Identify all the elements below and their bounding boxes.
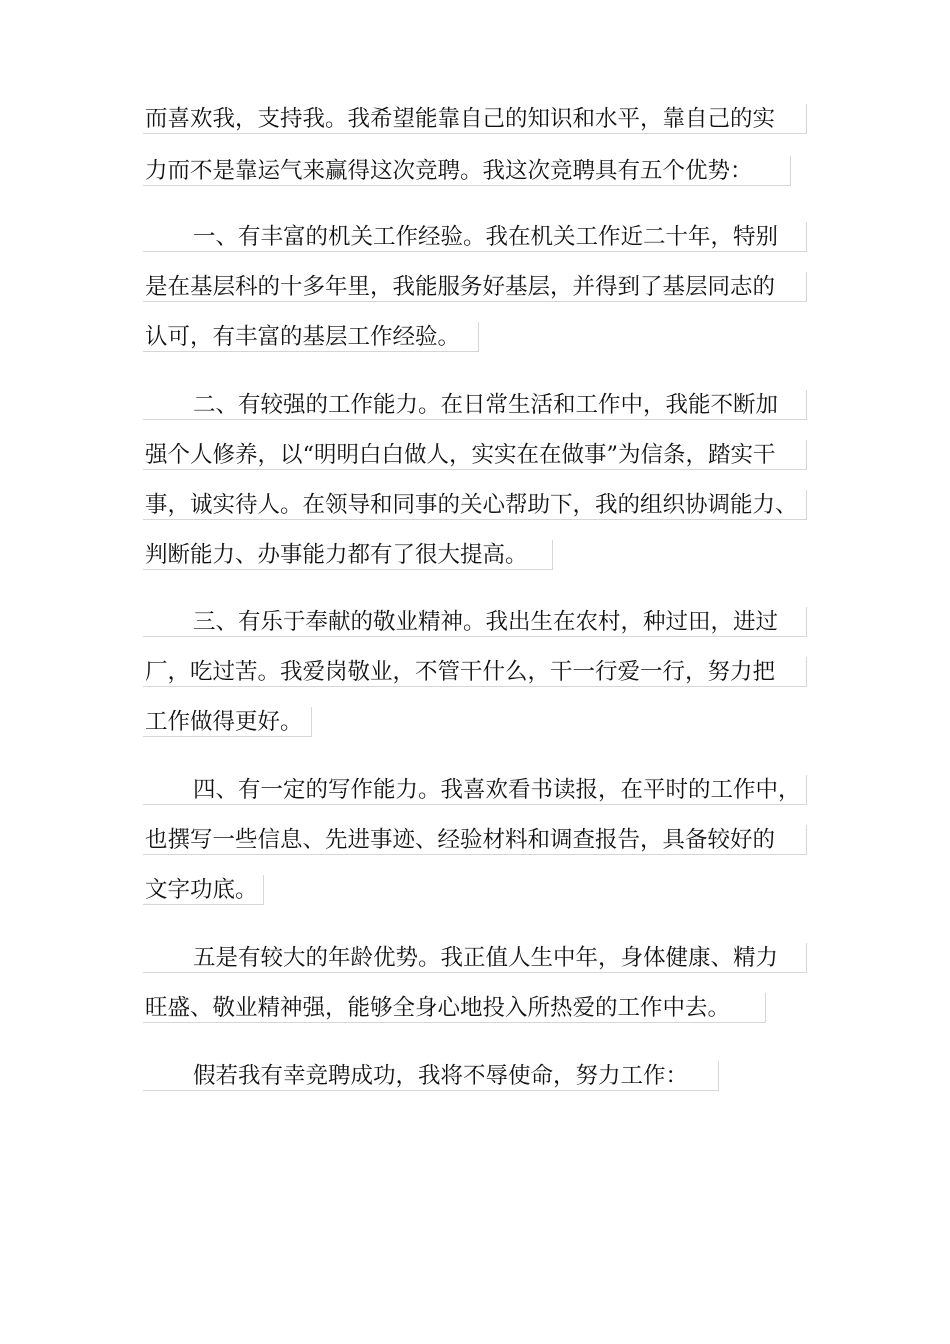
paragraph-first-line: 假若我有幸竞聘成功，我将不辱使命，努力工作： [143,1061,719,1091]
paragraph-first-line: 五是有较大的年龄优势。我正值人生中年，身体健康、精力 [143,943,807,973]
text-line: 判断能力、办事能力都有了很大提高。 [143,540,553,570]
text-line: 文字功底。 [143,875,264,905]
text-line: 强个人修养，以“明明白白做人，实实在在做事”为信条，踏实干 [143,440,807,470]
paragraph-first-line: 三、有乐于奉献的敬业精神。我出生在农村，种过田，进过 [143,607,807,637]
text-line: 力而不是靠运气来赢得这次竞聘。我这次竞聘具有五个优势： [143,156,791,186]
paragraph-first-line: 一、有丰富的机关工作经验。我在机关工作近二十年，特别 [143,222,807,252]
text-line: 事，诚实待人。在领导和同事的关心帮助下，我的组织协调能力、 [143,490,807,520]
paragraph-first-line: 二、有较强的工作能力。在日常生活和工作中，我能不断加 [143,390,807,420]
text-line: 工作做得更好。 [143,707,312,737]
text-line: 是在基层科的十多年里，我能服务好基层，并得到了基层同志的 [143,272,807,302]
text-line: 旺盛、敬业精神强，能够全身心地投入所热爱的工作中去。 [143,993,766,1023]
text-line: 认可，有丰富的基层工作经验。 [143,322,479,352]
text-line: 也撰写一些信息、先进事迹、经验材料和调查报告，具备较好的 [143,825,807,855]
text-line: 厂，吃过苦。我爱岗敬业，不管干什么，干一行爱一行，努力把 [143,657,807,687]
text-line: 而喜欢我，支持我。我希望能靠自己的知识和水平，靠自己的实 [143,104,807,134]
paragraph-first-line: 四、有一定的写作能力。我喜欢看书读报，在平时的工作中， [143,775,807,805]
